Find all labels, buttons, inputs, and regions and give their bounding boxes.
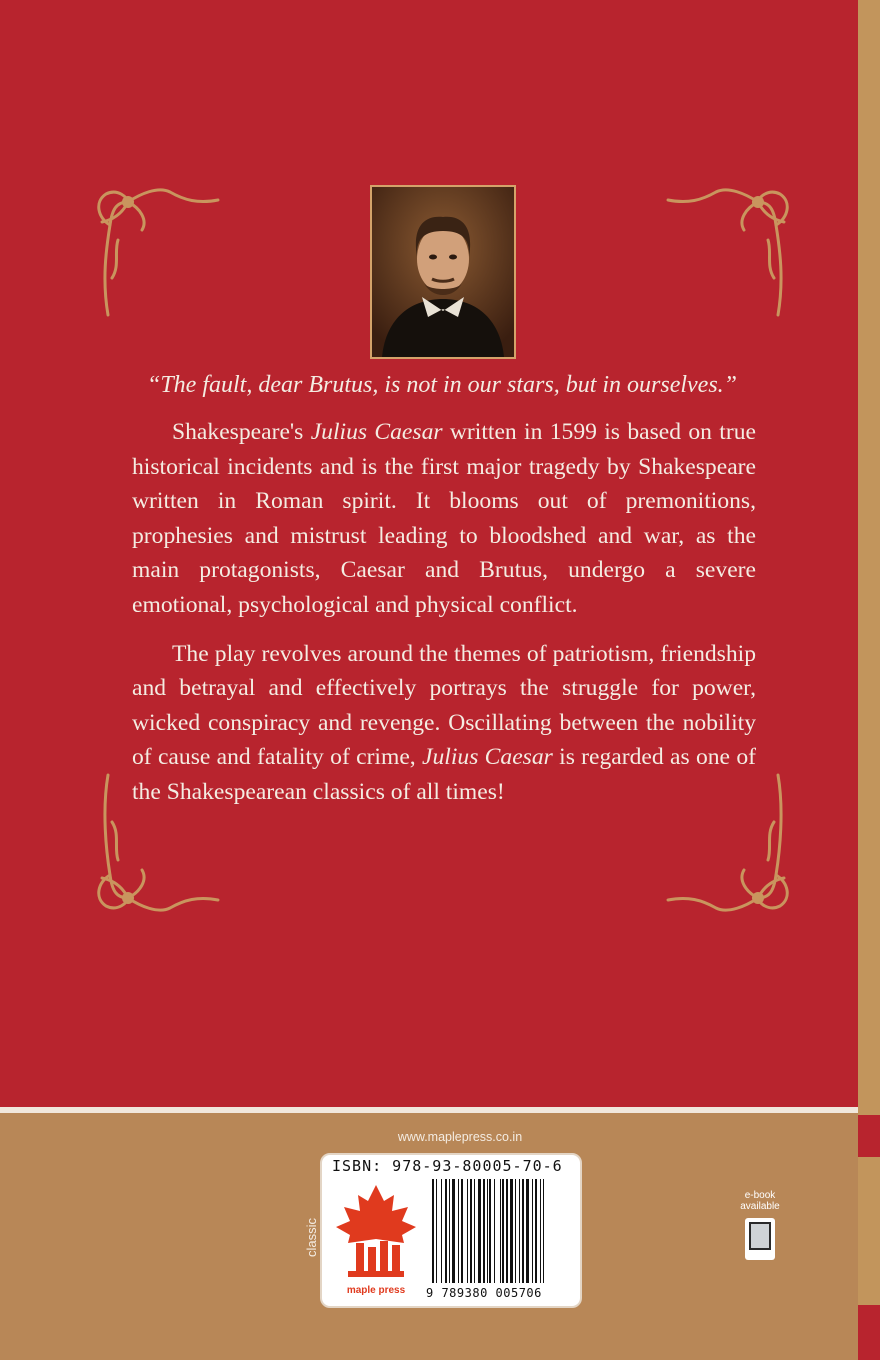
- barcode-bar: [449, 1179, 450, 1283]
- blurb-paragraph-1: Shakespeare's Julius Caesar written in 1599 is based on true historical incidents and is the first major tragedy by Shakespeare written in Roman spirit. It blooms out of premonitions, prophesies and mistrust leading to bloodshed and war, as the main protagonists, Caesar and Brutus, undergo a severe emotional, psychological and physical conflict.: [132, 419, 756, 618]
- barcode-bar: [445, 1179, 447, 1283]
- barcode-bar: [458, 1179, 459, 1283]
- barcode-bar: [489, 1179, 491, 1283]
- barcode-bar: [500, 1179, 501, 1283]
- spine-stripe: [858, 1305, 880, 1360]
- spine-stripe: [858, 1115, 880, 1157]
- barcode-bar: [540, 1179, 541, 1283]
- barcode-bar: [535, 1179, 537, 1283]
- barcode-panel: [320, 1153, 582, 1308]
- series-label: classic: [304, 1217, 320, 1258]
- barcode-bar: [543, 1179, 544, 1283]
- barcode-bar: [502, 1179, 504, 1283]
- maple-press-logo: [328, 1181, 424, 1305]
- barcode-bar: [474, 1179, 475, 1283]
- barcode-bar: [467, 1179, 468, 1283]
- blurb-paragraph-2: The play revolves around the themes of patriotism, friendship and betrayal and effectively portrays the struggle for power, wicked conspiracy and revenge. Oscillating between the nobility of cause and fatality of crime, Julius Caesar is regarded as one of the Shakespearean classics of all times!: [132, 640, 756, 805]
- barcode-bar: [461, 1179, 463, 1283]
- barcode-bar: [478, 1179, 481, 1283]
- barcode-bar: [452, 1179, 455, 1283]
- ebook-label: e-book available: [740, 1190, 780, 1212]
- barcode-number: 9 789380 005706: [426, 1286, 542, 1300]
- quote: “The fault, dear Brutus, is not in our stars, but in ourselves.”: [146, 372, 738, 398]
- barcode-bar: [470, 1179, 472, 1283]
- barcode-bar: [494, 1179, 495, 1283]
- barcode-bar: [441, 1179, 442, 1283]
- barcode-bar: [436, 1179, 437, 1283]
- barcode-bar: [506, 1179, 508, 1283]
- barcode-bar: [510, 1179, 513, 1283]
- barcode-bar: [532, 1179, 533, 1283]
- barcode-bar: [519, 1179, 520, 1283]
- author-portrait: [370, 185, 516, 359]
- ebook-badge: [730, 1190, 790, 1260]
- barcode-bar: [515, 1179, 516, 1283]
- ereader-icon: [745, 1218, 775, 1260]
- barcode-bar: [487, 1179, 488, 1283]
- barcode-bar: [483, 1179, 485, 1283]
- logo-text: maple press: [346, 1285, 406, 1296]
- ornament-top-right-icon: [658, 180, 798, 320]
- barcode-bar: [522, 1179, 524, 1283]
- blurb: [132, 415, 756, 824]
- barcode-bar: [526, 1179, 529, 1283]
- barcode: [432, 1179, 576, 1283]
- barcode-bar: [432, 1179, 434, 1283]
- ornament-top-left-icon: [88, 180, 228, 320]
- isbn: ISBN: 978-93-80005-70-6: [332, 1157, 563, 1175]
- publisher-website: www.maplepress.co.in: [397, 1130, 523, 1144]
